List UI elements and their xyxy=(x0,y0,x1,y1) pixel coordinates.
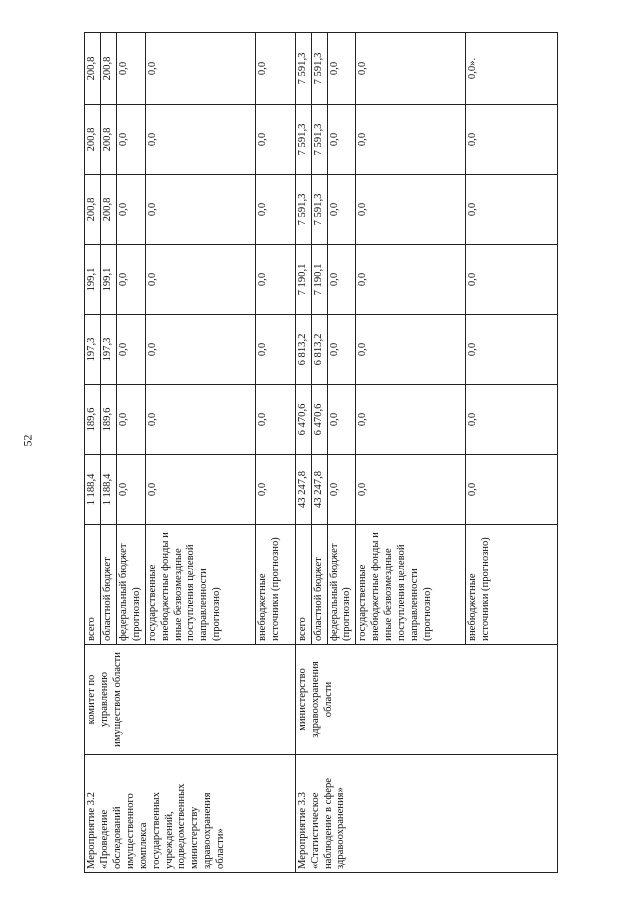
value-cell: 197,3 xyxy=(85,315,101,385)
source-cell: федеральный бюджет (прогнозно) xyxy=(116,525,145,645)
value-cell: 200,8 xyxy=(100,175,116,245)
value-cell: 0,0 xyxy=(255,33,295,105)
value-cell: 189,6 xyxy=(85,385,101,455)
value-cell: 0,0 xyxy=(116,385,145,455)
value-cell: 0,0 xyxy=(145,105,255,175)
source-cell: федеральный бюджет (прогнозно) xyxy=(327,525,356,645)
value-cell: 0,0 xyxy=(116,455,145,525)
value-cell: 7 591,3 xyxy=(295,33,311,105)
source-cell: государственные внебюджетные фонды и иные безвозмездные поступления целевой направленности (прогнозно) xyxy=(145,525,255,645)
value-cell: 0,0 xyxy=(356,33,466,105)
value-cell: 200,8 xyxy=(85,175,101,245)
value-cell: 0,0 xyxy=(116,315,145,385)
value-cell: 0,0 xyxy=(145,33,255,105)
table-container xyxy=(84,33,540,873)
source-cell: всего xyxy=(295,525,311,645)
value-cell: 0,0 xyxy=(356,105,466,175)
value-cell: 0,0 xyxy=(466,385,558,455)
value-cell: 0,0 xyxy=(466,175,558,245)
value-cell: 0,0 xyxy=(116,245,145,315)
value-cell: 0,0 xyxy=(466,315,558,385)
value-cell: 0,0 xyxy=(116,105,145,175)
value-cell: 7 591,3 xyxy=(311,105,327,175)
table-row xyxy=(85,33,101,873)
value-cell: 0,0 xyxy=(255,175,295,245)
value-cell: 189,6 xyxy=(100,385,116,455)
value-cell: 0,0 xyxy=(255,245,295,315)
executor-cell: комитет по управлению имуществом области xyxy=(85,645,296,755)
source-cell: внебюджетные источники (прогнозно) xyxy=(466,525,558,645)
value-cell: 1 188,4 xyxy=(85,455,101,525)
value-cell: 0,0 xyxy=(327,315,356,385)
value-cell: 0,0 xyxy=(466,105,558,175)
value-cell: 0,0 xyxy=(356,175,466,245)
value-cell: 7 190,1 xyxy=(311,245,327,315)
value-cell: 0,0 xyxy=(255,455,295,525)
value-cell: 0,0 xyxy=(327,33,356,105)
measure-cell: Мероприятие 3.2 «Проведение обследований имущественного комплекса государственных учреждений, подведомственных министерству здравоохранения области» xyxy=(85,755,296,873)
source-cell: государственные внебюджетные фонды и иные безвозмездные поступления целевой направленности (прогнозно) xyxy=(356,525,466,645)
value-cell: 7 190,1 xyxy=(295,245,311,315)
value-cell: 0,0 xyxy=(145,315,255,385)
financing-table xyxy=(84,32,558,873)
value-cell: 200,8 xyxy=(100,33,116,105)
value-cell: 7 591,3 xyxy=(311,175,327,245)
value-cell: 43 247,8 xyxy=(311,455,327,525)
value-cell: 0,0 xyxy=(255,105,295,175)
value-cell: 199,1 xyxy=(85,245,101,315)
value-cell: 6 470,6 xyxy=(295,385,311,455)
value-cell: 197,3 xyxy=(100,315,116,385)
source-cell: областной бюджет xyxy=(311,525,327,645)
value-cell: 6 813,2 xyxy=(295,315,311,385)
executor-cell: министерство здравоохранения области xyxy=(295,645,558,755)
value-cell: 0,0 xyxy=(466,455,558,525)
value-cell: 7 591,3 xyxy=(311,33,327,105)
value-cell: 0,0 xyxy=(255,315,295,385)
value-cell: 0,0 xyxy=(116,175,145,245)
value-cell: 200,8 xyxy=(85,33,101,105)
source-cell: областной бюджет xyxy=(100,525,116,645)
value-cell: 0,0 xyxy=(145,175,255,245)
value-cell: 0,0 xyxy=(327,455,356,525)
table-body xyxy=(85,33,558,873)
page-number: 52 xyxy=(20,434,35,447)
value-cell: 0,0 xyxy=(145,455,255,525)
value-cell: 0,0 xyxy=(327,105,356,175)
table-row xyxy=(295,33,311,873)
value-cell: 0,0 xyxy=(145,385,255,455)
value-cell: 0,0 xyxy=(145,245,255,315)
value-cell: 0,0 xyxy=(356,385,466,455)
value-cell: 0,0 xyxy=(356,245,466,315)
value-cell: 200,8 xyxy=(85,105,101,175)
value-cell: 43 247,8 xyxy=(295,455,311,525)
value-cell: 0,0 xyxy=(255,385,295,455)
value-cell: 7 591,3 xyxy=(295,105,311,175)
value-cell: 0,0 xyxy=(116,33,145,105)
value-cell: 199,1 xyxy=(100,245,116,315)
value-cell: 0,0 xyxy=(466,245,558,315)
value-cell: 7 591,3 xyxy=(295,175,311,245)
value-cell: 0,0 xyxy=(356,455,466,525)
value-cell: 1 188,4 xyxy=(100,455,116,525)
value-cell: 0,0». xyxy=(466,33,558,105)
value-cell: 0,0 xyxy=(356,315,466,385)
measure-cell: Мероприятие 3.3 «Статистическое наблюдение в сфере здравоохранения» xyxy=(295,755,558,873)
value-cell: 0,0 xyxy=(327,175,356,245)
value-cell: 0,0 xyxy=(327,385,356,455)
value-cell: 6 813,2 xyxy=(311,315,327,385)
source-cell: всего xyxy=(85,525,101,645)
value-cell: 6 470,6 xyxy=(311,385,327,455)
rotated-page-content xyxy=(84,33,540,873)
value-cell: 0,0 xyxy=(327,245,356,315)
source-cell: внебюджетные источники (прогнозно) xyxy=(255,525,295,645)
value-cell: 200,8 xyxy=(100,105,116,175)
